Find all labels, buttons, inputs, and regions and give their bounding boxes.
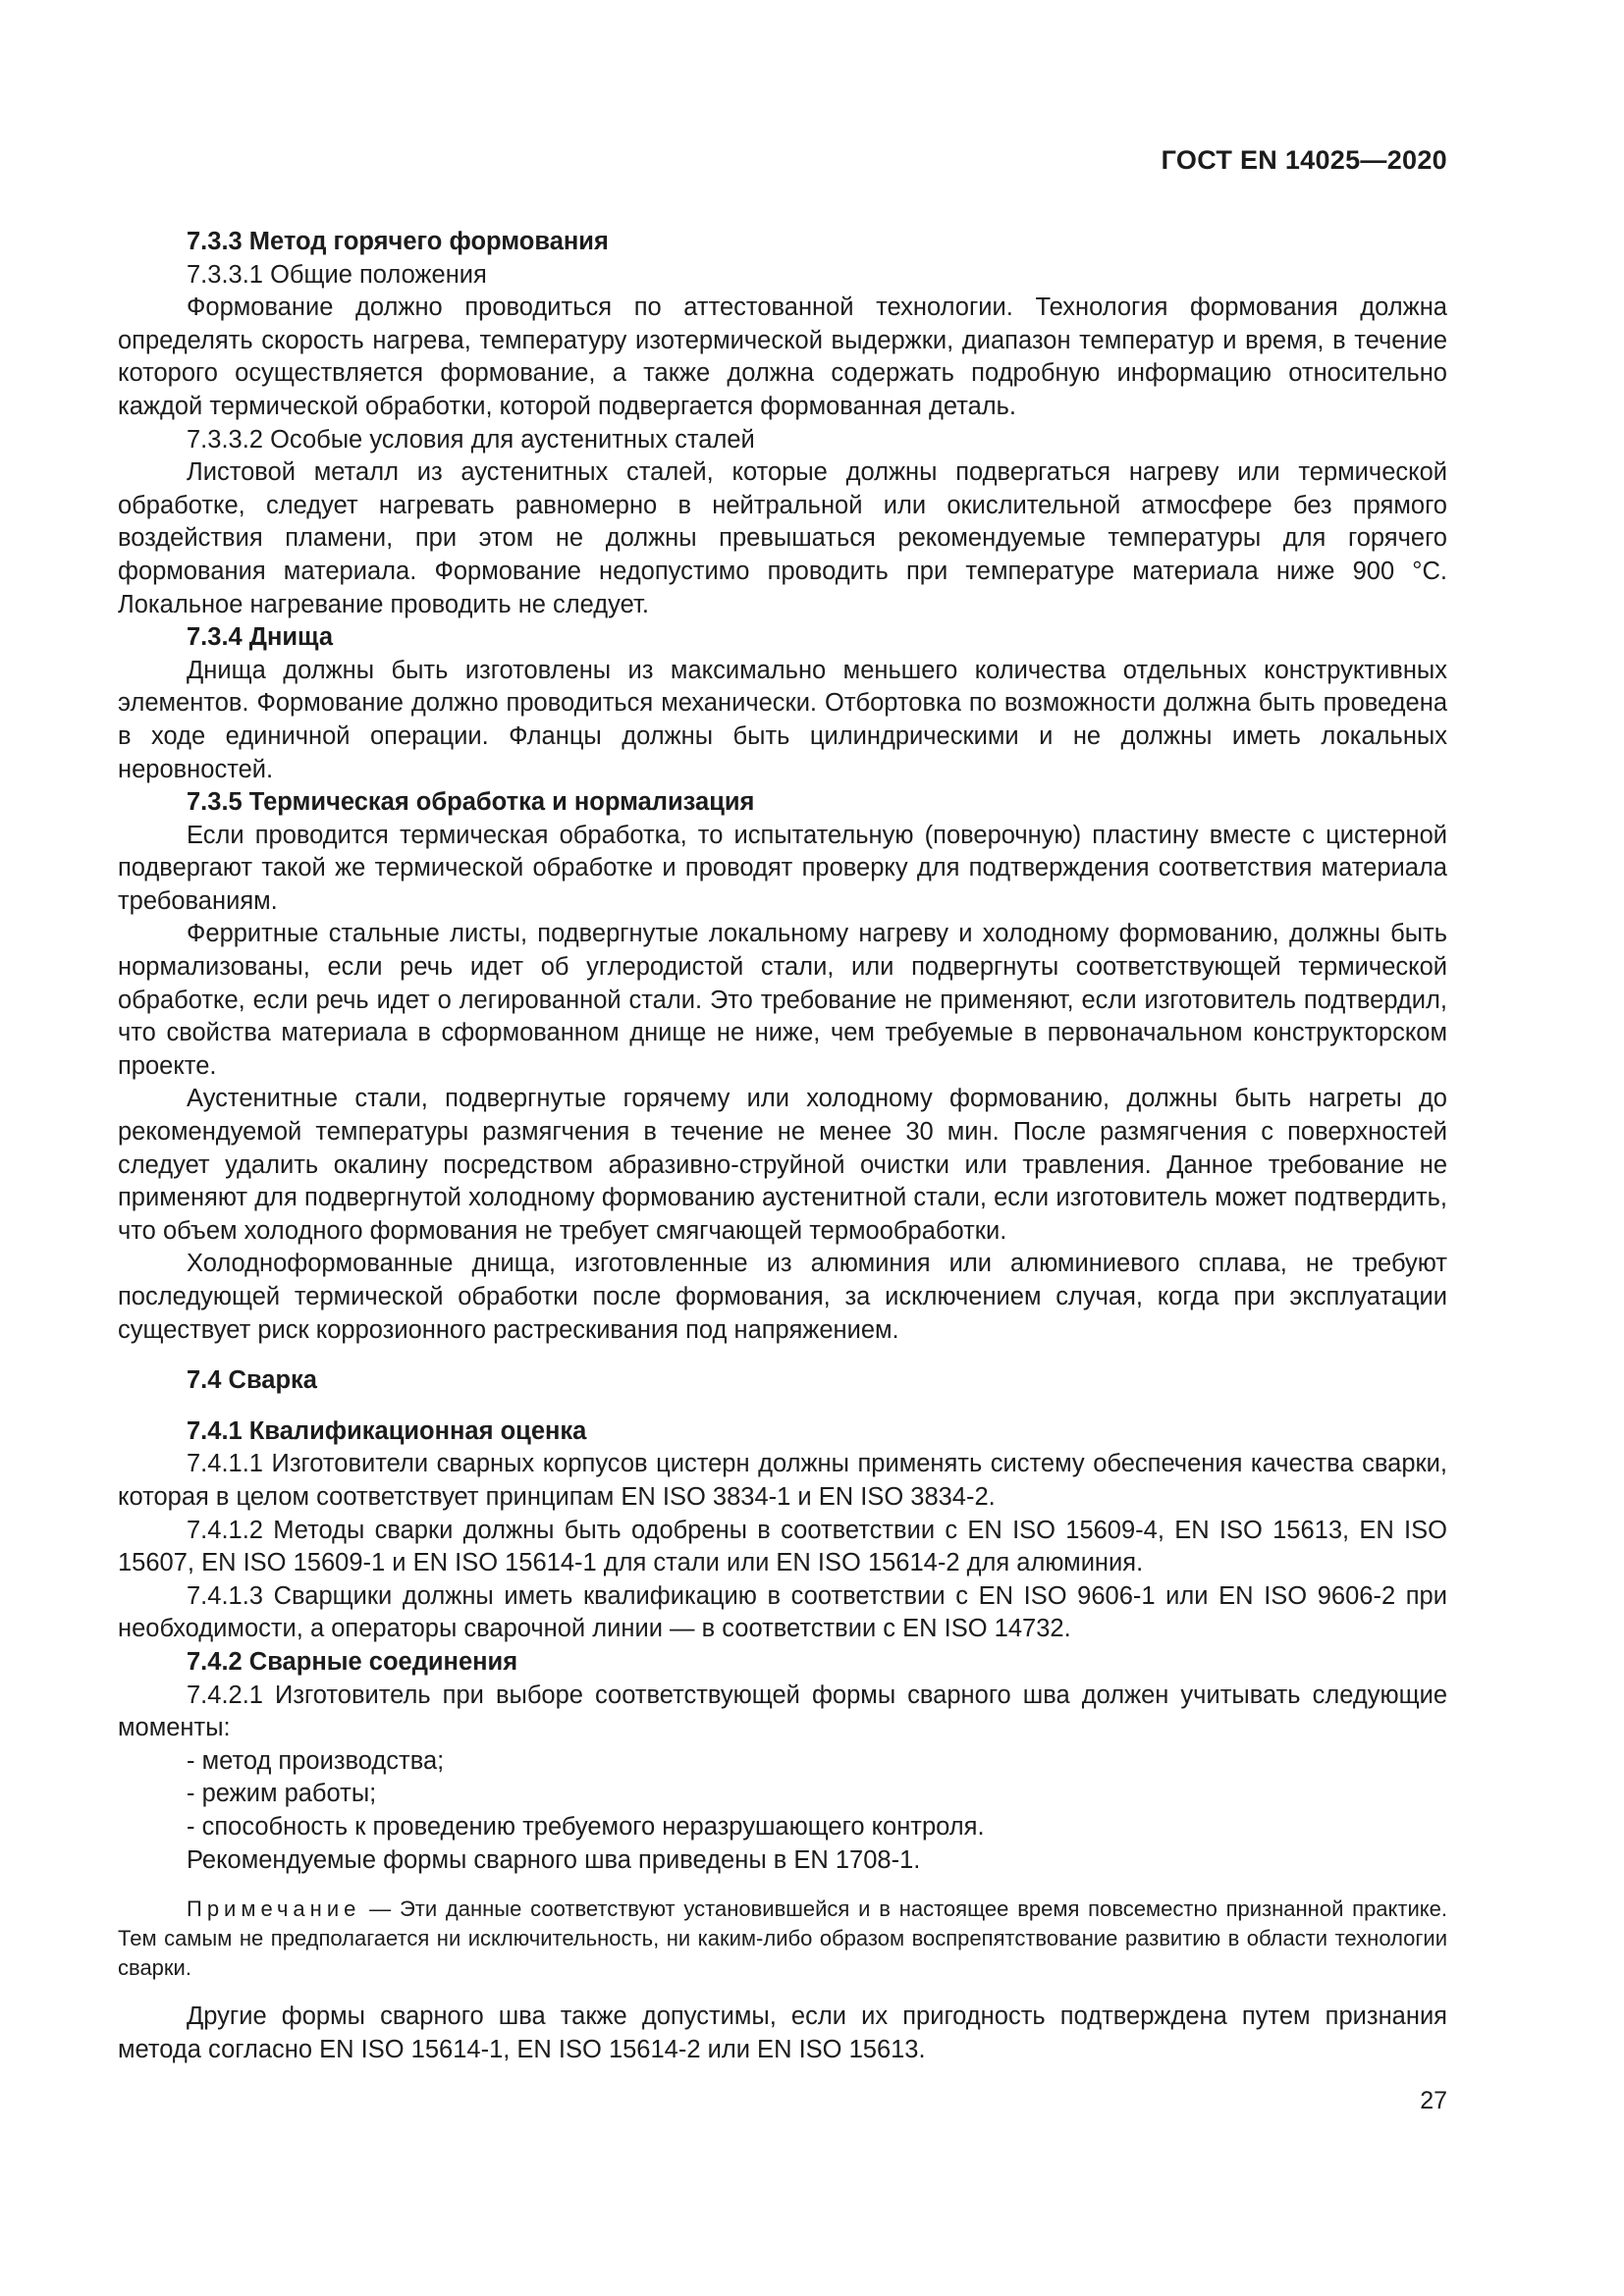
list-item: - способность к проведению требуемого неразрушающего контроля.	[187, 1812, 985, 1841]
subsection-title-7-3-3-1: 7.3.3.1 Общие положения	[187, 260, 487, 289]
section-heading-7-4-2: 7.4.2 Сварные соединения	[187, 1647, 518, 1676]
section-heading-7-3-5: 7.3.5 Термическая обработка и нормализация	[187, 788, 755, 817]
section-heading-7-3-4: 7.3.4 Днища	[187, 623, 334, 652]
paragraph: 7.4.1.3 Сварщики должны иметь квалификацию в соответствии с EN ISO 9606-1 или EN ISO 9606-2 при необходимости, а операторы сварочной линии — в соответствии с EN ISO 14732.	[118, 1581, 1447, 1643]
section-heading-7-4: 7.4 Сварка	[187, 1366, 317, 1395]
note-label: Примечание	[187, 1896, 361, 1922]
paragraph: Листовой металл из аустенитных сталей, которые должны подвергаться нагреву или термической обработке, следует нагревать равномерно в нейтральной или окислительной атмосфере без прямого воздействия пламени, при этом не должны превышаться рекомендуемые температуры для горячего формования материала. Формование недопустимо проводить при температуре материала ниже 900 °С. Локальное нагревание проводить не следует.	[118, 458, 1447, 618]
paragraph: 7.4.2.1 Изготовитель при выборе соответствующей формы сварного шва должен учитывать следующие моменты:	[118, 1681, 1447, 1742]
paragraph: Аустенитные стали, подвергнутые горячему или холодному формованию, должны быть нагреты до рекомендуемой температуры размягчения в течение не менее 30 мин. После размягчения с поверхностей следует удалить окалину посредством абразивно-струйной очистки или травления. Данное требование не применяют для подвергнутой холодному формованию аустенитной стали, если изготовитель может подтвердить, что объем холодного формования не требует смягчающей термообработки.	[118, 1085, 1447, 1245]
page-number: 27	[1420, 2087, 1447, 2114]
paragraph: Ферритные стальные листы, подвергнутые локальному нагреву и холодному формованию, должны быть нормализованы, если речь идет об углеродистой стали, или подвергнуты соответствующей термической обработке, если речь идет о легированной стали. Это требование не применяют, если изготовитель подтвердил, что свойства материала в сформованном днище не ниже, чем требуемые в первоначальном конструкторском проекте.	[118, 920, 1447, 1080]
paragraph: 7.4.1.2 Методы сварки должны быть одобрены в соответствии с EN ISO 15609-4, EN ISO 15613, EN ISO 15607, EN ISO 15609-1 и EN ISO 15614-1 для стали или EN ISO 15614-2 для алюминия.	[118, 1516, 1447, 1577]
paragraph: Формование должно проводиться по аттестованной технологии. Технология формования должна определять скорость нагрева, температуру изотермической выдержки, диапазон температур и время, в течение которого осуществляется формование, а также должна содержать подробную информацию относительно каждой термической обработки, которой подвергается формованная деталь.	[118, 294, 1447, 420]
paragraph: Если проводится термическая обработка, то испытательную (поверочную) пластину вместе с цистерной подвергают такой же термической обработке и проводят проверку для подтверждения соответствия материала требованиям.	[118, 821, 1447, 915]
paragraph: Рекомендуемые формы сварного шва приведены в EN 1708-1.	[187, 1845, 921, 1874]
paragraph: Днища должны быть изготовлены из максимально меньшего количества отдельных конструктивных элементов. Формование должно проводиться механически. Отбортовка по возможности должна быть проведена в ходе единичной операции. Фланцы должны быть цилиндрическими и не должны иметь локальных неровностей.	[118, 656, 1447, 783]
note	[118, 1895, 1447, 1983]
list-item: - метод производства;	[187, 1746, 445, 1775]
document-body	[118, 226, 1447, 2066]
note-text: — Эти данные соответствуют установившейся и в настоящее время повсеместно признанной практике. Тем самым не предполагается ни исключительность, ни каким-либо образом воспрепятствование развитию в области технологии сварки.	[118, 1896, 1447, 1981]
subsection-title-7-3-3-2: 7.3.3.2 Особые условия для аустенитных сталей	[187, 425, 755, 454]
closing-paragraph: Другие формы сварного шва также допустимы, если их пригодность подтверждена путем признания метода согласно EN ISO 15614-1, EN ISO 15614-2 или EN ISO 15613.	[118, 2002, 1447, 2063]
paragraph: 7.4.1.1 Изготовители сварных корпусов цистерн должны применять систему обеспечения качества сварки, которая в целом соответствует принципам EN ISO 3834-1 и EN ISO 3834-2.	[118, 1450, 1447, 1511]
section-heading-7-4-1: 7.4.1 Квалификационная оценка	[187, 1416, 587, 1445]
section-heading-7-3-3: 7.3.3 Метод горячего формования	[187, 228, 609, 255]
document-code-header: ГОСТ EN 14025—2020	[1161, 145, 1447, 175]
list-item: - режим работы;	[187, 1780, 377, 1808]
paragraph: Холодноформованные днища, изготовленные из алюминия или алюминиевого сплава, не требуют последующей термической обработки после формования, за исключением случая, когда при эксплуатации существует риск коррозионного растрескивания под напряжением.	[118, 1250, 1447, 1344]
